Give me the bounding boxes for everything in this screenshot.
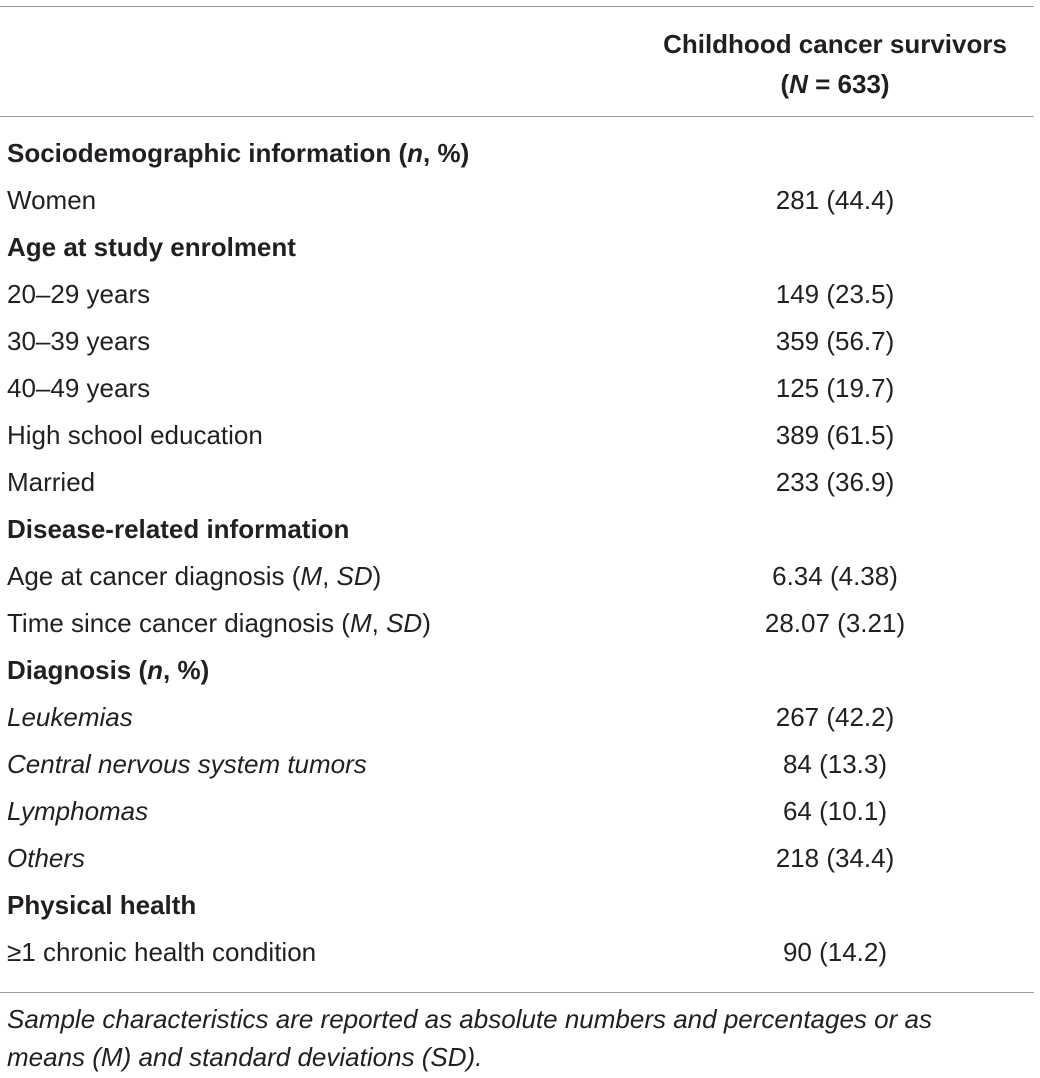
- row-value: 125 (19.7): [775, 373, 895, 403]
- table-row: [0, 459, 1040, 506]
- column-header-line1: Childhood cancer survivors: [663, 29, 1007, 59]
- row-label: Central nervous system tumors: [7, 749, 367, 779]
- column-header: [600, 24, 1040, 104]
- section-row: [0, 647, 1040, 694]
- table-top-rule: [0, 6, 1034, 7]
- row-value: 389 (61.5): [775, 420, 895, 450]
- row-value: 267 (42.2): [775, 702, 895, 732]
- row-label: Time since cancer diagnosis (M, SD): [7, 608, 431, 638]
- table-row: [0, 271, 1040, 318]
- table-row: [0, 835, 1040, 882]
- row-label: High school education: [7, 420, 263, 450]
- table-row: [0, 741, 1040, 788]
- footnote-line2: means (M) and standard deviations (SD).: [7, 1042, 483, 1072]
- table-row: [0, 600, 1040, 647]
- table-bottom-rule: [0, 992, 1034, 993]
- table-row: [0, 365, 1040, 412]
- section-heading: Age at study enrolment: [7, 232, 296, 262]
- table-header-rule: [0, 116, 1034, 117]
- row-value: 84 (13.3): [782, 749, 888, 779]
- section-heading: Sociodemographic information (n, %): [7, 138, 470, 168]
- section-row: [0, 882, 1040, 929]
- section-row: [0, 506, 1040, 553]
- column-header-line2: (N = 633): [780, 69, 890, 99]
- row-value: 64 (10.1): [782, 796, 888, 826]
- table-row: [0, 318, 1040, 365]
- row-label: 30–39 years: [7, 326, 151, 356]
- table-row: [0, 412, 1040, 459]
- section-heading: Disease-related information: [7, 514, 350, 544]
- table-footnote: [7, 1000, 1033, 1076]
- table-row: [0, 929, 1040, 976]
- row-value: 281 (44.4): [775, 185, 895, 215]
- row-value: 149 (23.5): [775, 279, 895, 309]
- table-row: [0, 788, 1040, 835]
- row-label: 20–29 years: [7, 279, 151, 309]
- row-label: 40–49 years: [7, 373, 151, 403]
- row-value: 6.34 (4.38): [772, 561, 898, 591]
- footnote-line1: Sample characteristics are reported as absolute numbers and percentages or as: [7, 1004, 932, 1034]
- table-row: [0, 177, 1040, 224]
- row-label: Others: [7, 843, 86, 873]
- table-row: [0, 553, 1040, 600]
- row-label: Women: [7, 185, 97, 215]
- row-label: Leukemias: [7, 702, 133, 732]
- row-value: 359 (56.7): [775, 326, 895, 356]
- table-row: [0, 694, 1040, 741]
- section-heading: Diagnosis (n, %): [7, 655, 210, 685]
- row-value: 28.07 (3.21): [764, 608, 906, 638]
- row-label: Age at cancer diagnosis (M, SD): [7, 561, 382, 591]
- row-value: 90 (14.2): [782, 937, 888, 967]
- section-heading: Physical health: [7, 890, 197, 920]
- row-label: ≥1 chronic health condition: [7, 937, 317, 967]
- section-row: [0, 130, 1040, 177]
- row-value: 233 (36.9): [775, 467, 895, 497]
- row-value: 218 (34.4): [775, 843, 895, 873]
- section-row: [0, 224, 1040, 271]
- row-label: Married: [7, 467, 96, 497]
- row-label: Lymphomas: [7, 796, 149, 826]
